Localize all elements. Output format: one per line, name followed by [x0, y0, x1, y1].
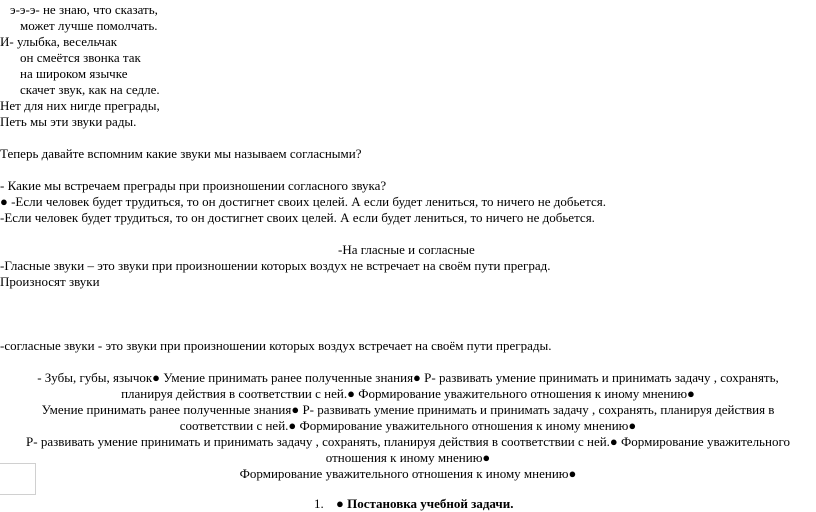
paragraph: - Какие мы встречаем преграды при произношении согласного звука?	[0, 178, 387, 193]
paragraph: Теперь давайте вспомним какие звуки мы называем согласными?	[0, 146, 362, 161]
poem-line: он смеётся звонка так	[20, 50, 141, 65]
paragraph: Произносят звуки	[0, 274, 100, 289]
paragraph: -согласные звуки - это звуки при произношении которых воздух встречает на своём пути преграды.	[0, 338, 552, 353]
image-placeholder	[0, 463, 36, 495]
paragraph: ● -Если человек будет трудиться, то он достигнет своих целей. А если будет лениться, то ничего не добьется.	[0, 194, 607, 209]
centered-line: Умение принимать ранее полученные знания● Р- развивать умение принимать и принимать задачу , сохранять, планируя действия в	[41, 402, 775, 417]
heading-title: ● Постановка учебной задачи.	[336, 496, 514, 511]
poem-line: И- улыбка, весельчак	[0, 34, 118, 49]
section-label: -На гласные и согласные	[338, 242, 475, 257]
poem-line: скачет звук, как на седле.	[20, 82, 160, 97]
centered-line: Р- развивать умение принимать и принимать задачу , сохранять, планируя действия в соответствии с ней.● Формирование уважительного	[26, 434, 790, 449]
centered-line: соответствии с ней.● Формирование уважительного отношения к иному мнению●	[179, 418, 637, 433]
centered-line: планируя действия в соответствии с ней.● Формирование уважительного отношения к иному мнению●	[121, 386, 695, 401]
centered-line: отношения к иному мнению●	[325, 450, 491, 465]
poem-line: на широком язычке	[20, 66, 128, 81]
poem-line: Петь мы эти звуки рады.	[0, 114, 137, 129]
centered-line: Формирование уважительного отношения к иному мнению●	[239, 466, 577, 481]
poem-line: э-э-э- не знаю, что сказать,	[10, 2, 158, 17]
paragraph: -Гласные звуки – это звуки при произношении которых воздух не встречает на своём пути преград.	[0, 258, 551, 273]
paragraph: -Если человек будет трудиться, то он достигнет своих целей. А если будет лениться, то ничего не добьется.	[0, 210, 595, 225]
centered-line: - Зубы, губы, язычок● Умение принимать ранее полученные знания● Р- развивать умение принимать и принимать задачу , сохранять,	[37, 370, 779, 385]
heading-number: 1.	[314, 496, 324, 511]
poem-line: Нет для них нигде преграды,	[0, 98, 160, 113]
poem-line: может лучше помолчать.	[20, 18, 158, 33]
